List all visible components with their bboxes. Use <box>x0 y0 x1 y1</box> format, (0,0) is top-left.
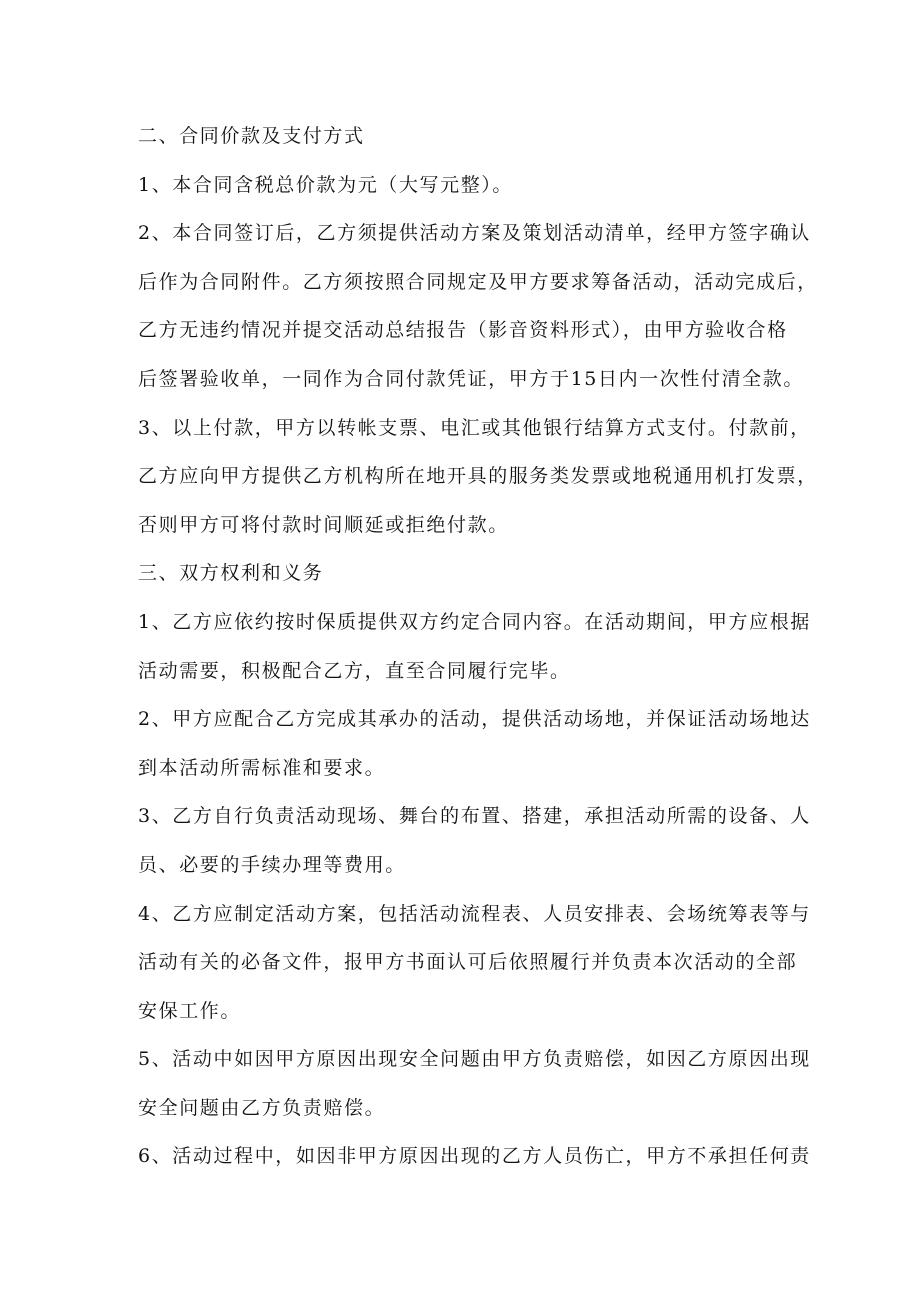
paragraph-line: 3、以上付款，甲方以转帐支票、电汇或其他银行结算方式支付。付款前， <box>138 416 811 439</box>
paragraph-line: 2、甲方应配合乙方完成其承办的活动，提供活动场地，并保证活动场地达 <box>138 708 811 731</box>
paragraph-line: 活动需要，积极配合乙方，直至合同履行完毕。 <box>138 659 571 682</box>
paragraph-line: 安保工作。 <box>138 999 242 1022</box>
paragraph-line: 1、本合同含税总价款为元（大写元整）。 <box>138 173 513 196</box>
paragraph-line: 2、本合同签订后，乙方须提供活动方案及策划活动清单，经甲方签字确认 <box>138 222 811 245</box>
paragraph-line: 员、必要的手续办理等费用。 <box>138 853 406 876</box>
paragraph-line: 活动有关的必备文件，报甲方书面认可后依照履行并负责本次活动的全部 <box>138 951 798 974</box>
paragraph-line: 安全问题由乙方负责赔偿。 <box>138 1096 386 1119</box>
paragraph-line: 5、活动中如因甲方原因出现安全问题由甲方负责赔偿，如因乙方原因出现 <box>138 1048 811 1071</box>
paragraph-line: 乙方无违约情况并提交活动总结报告（影音资料形式），由甲方验收合格 <box>138 319 788 342</box>
paragraph-line: 3、乙方自行负责活动现场、舞台的布置、搭建，承担活动所需的设备、人 <box>138 805 811 828</box>
paragraph-line: 4、乙方应制定活动方案，包括活动流程表、人员安排表、会场统筹表等与 <box>138 902 811 925</box>
paragraph-line: 后作为合同附件。乙方须按照合同规定及甲方要求筹备活动，活动完成后， <box>138 270 818 293</box>
paragraph-line: 6、活动过程中，如因非甲方原因出现的乙方人员伤亡，甲方不承担任何责 <box>138 1145 811 1168</box>
paragraph-line: 1、乙方应依约按时保质提供双方约定合同内容。在活动期间，甲方应根据 <box>138 610 811 633</box>
section-heading-rights-obligations: 三、双方权利和义务 <box>138 562 324 585</box>
section-heading-price-payment: 二、合同价款及支付方式 <box>138 125 365 147</box>
paragraph-line: 后签署验收单，一同作为合同付款凭证，甲方于15日内一次性付清全款。 <box>138 367 804 390</box>
paragraph-line: 到本活动所需标准和要求。 <box>138 756 386 779</box>
paragraph-line: 乙方应向甲方提供乙方机构所在地开具的服务类发票或地税通用机打发票， <box>138 465 818 488</box>
document-page <box>138 112 818 1181</box>
paragraph-line: 否则甲方可将付款时间顺延或拒绝付款。 <box>138 513 509 536</box>
